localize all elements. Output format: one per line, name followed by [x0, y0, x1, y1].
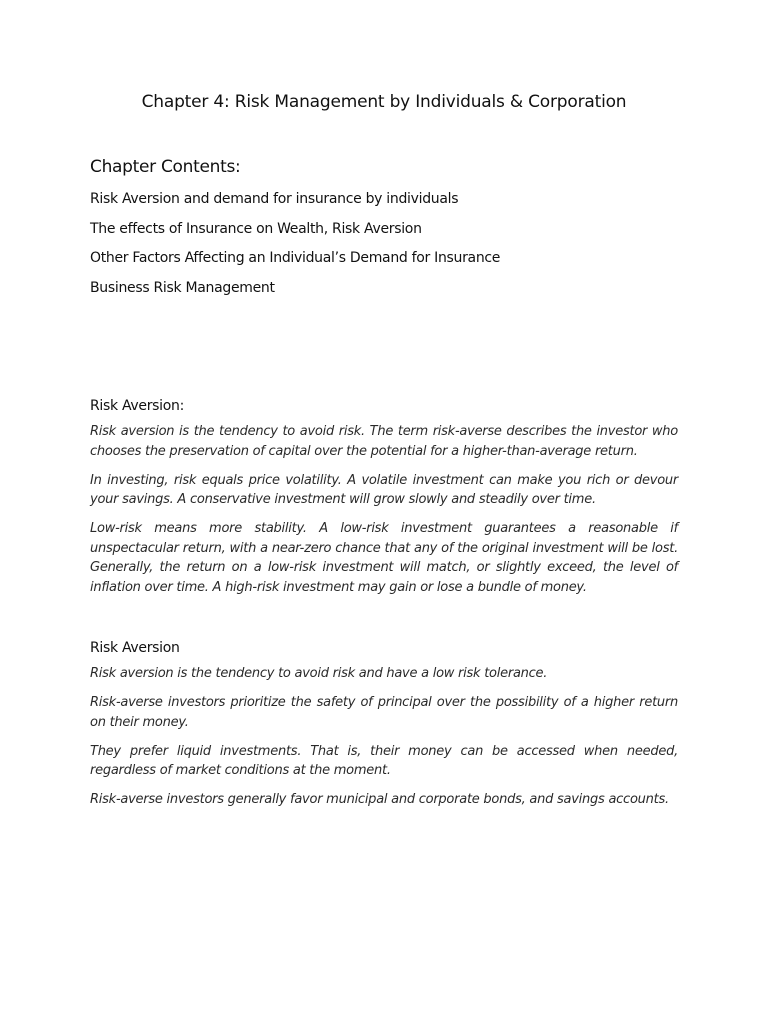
contents-heading: Chapter Contents:	[90, 157, 241, 177]
section-heading: Risk Aversion:	[90, 398, 185, 414]
page-title: Chapter 4: Risk Management by Individuals & Corporation	[141, 92, 627, 112]
contents-item: Other Factors Affecting an Individual’s Demand for Insurance	[90, 250, 501, 267]
contents-item: The effects of Insurance on Wealth, Risk Aversion	[90, 220, 422, 237]
section-heading: Risk Aversion	[90, 640, 180, 656]
paragraph: Risk aversion is the tendency to avoid risk. The term risk-averse describes the investor who chooses the preservation of capital over the potential for a higher-than-average return.	[90, 424, 678, 459]
contents-item: Business Risk Management	[90, 280, 275, 297]
paragraph: They prefer liquid investments. That is, their money can be accessed when needed, regardless of market conditions at the moment.	[90, 743, 678, 778]
paragraph: Risk aversion is the tendency to avoid risk and have a low risk tolerance.	[90, 666, 548, 681]
section-risk-aversion-2	[90, 638, 678, 819]
paragraph: In investing, risk equals price volatility. A volatile investment can make you rich or devour your savings. A conservative investment will grow slowly and steadily over time.	[90, 472, 678, 507]
section-risk-aversion-1	[90, 396, 678, 607]
contents-list	[90, 189, 500, 308]
paragraph: Risk-averse investors generally favor municipal and corporate bonds, and savings accounts.	[90, 792, 669, 807]
contents-item: Risk Aversion and demand for insurance by individuals	[90, 191, 459, 207]
paragraph: Low-risk means more stability. A low-risk investment guarantees a reasonable if unspectacular return, with a near-zero chance that any of the original investment will be lost. Generally, the return on a low-risk investment will match, or slightly exceed, the level of inflation over time. A high-risk investment may gain or lose a bundle of money.	[90, 521, 678, 595]
paragraph: Risk-averse investors prioritize the safety of principal over the possibility of a higher return on their money.	[90, 695, 678, 730]
